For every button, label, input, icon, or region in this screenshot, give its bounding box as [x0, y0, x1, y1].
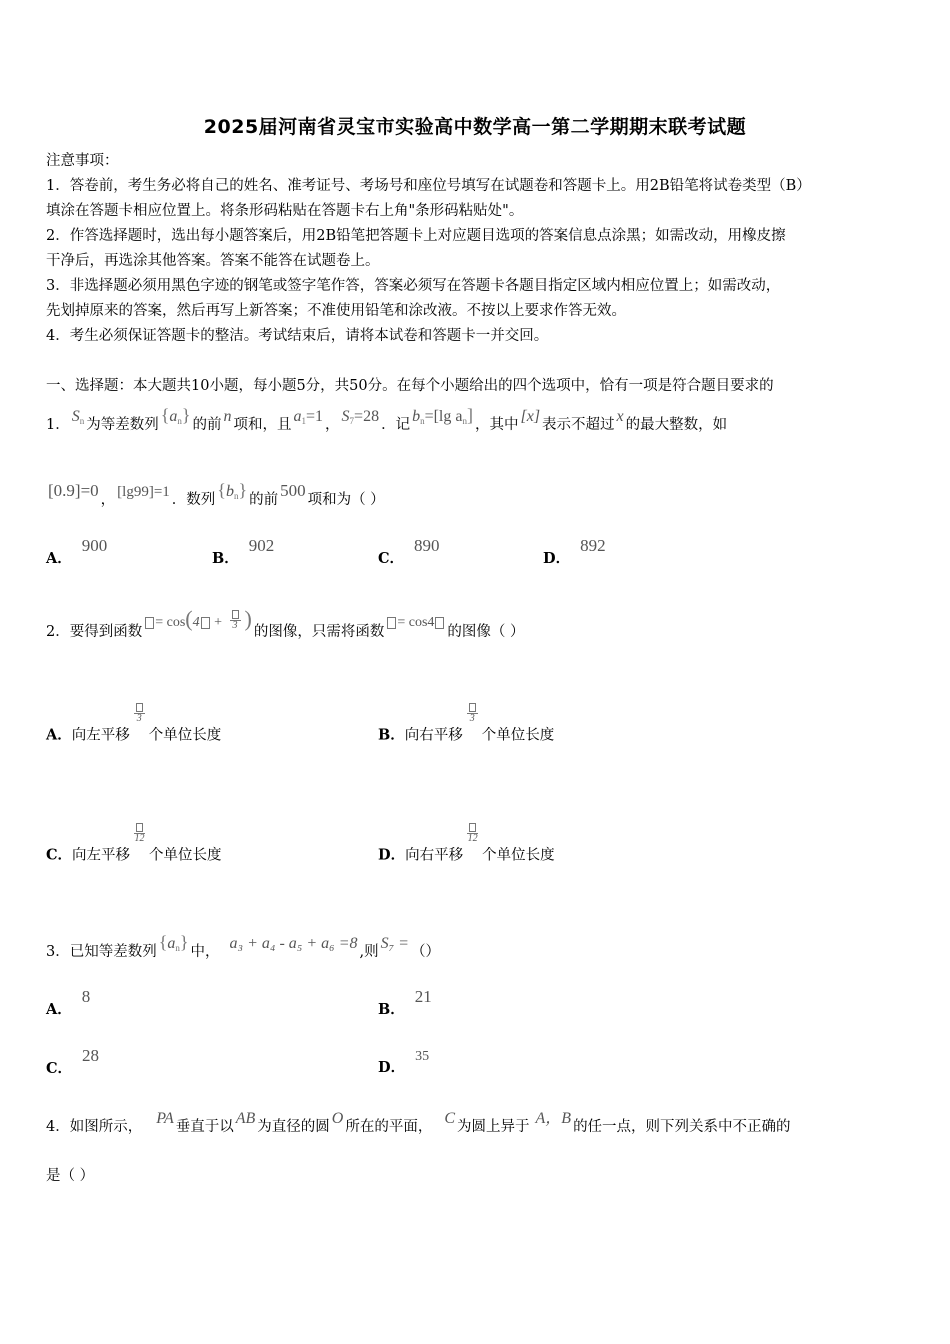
option-text: 个单位长度 [149, 847, 222, 864]
question-number: 3． [46, 944, 70, 960]
math-s7: S₇ = [380, 935, 409, 952]
fraction-pi-3: 3 [467, 703, 478, 724]
option-text: 个单位长度 [482, 847, 555, 864]
option-text: 向左平移 [71, 727, 130, 744]
text: 垂直于以 [175, 1119, 234, 1135]
math-500: 500 [280, 481, 306, 500]
math-s: Sn [71, 408, 85, 426]
option-label: D． [378, 846, 406, 864]
math-an: {an} [158, 932, 189, 953]
option-text: 向左平移 [72, 847, 131, 864]
math-n: n [223, 408, 232, 425]
math-s7: S7=28 [341, 408, 380, 426]
option-value: 28 [82, 1046, 100, 1065]
option-text: 向右平移 [405, 847, 464, 864]
option-label: B． [212, 550, 239, 567]
notice-line-1: 1．答卷前，考生务必将自己的姓名、准考证号、考场号和座位号填写在试题卷和答题卡上。用2B铅笔将试卷类型（B） [46, 178, 811, 194]
question-2-option-a[interactable] [46, 713, 222, 746]
option-label: A． [46, 550, 72, 567]
option-label: C． [46, 1060, 73, 1077]
option-value: 902 [248, 536, 275, 555]
option-label: D． [378, 1059, 406, 1076]
text: 要得到函数 [69, 624, 143, 640]
question-2-option-c[interactable] [46, 833, 222, 866]
question-1-option-b[interactable] [212, 536, 275, 569]
question-3-option-b[interactable] [378, 987, 432, 1020]
math-a-b: A，B [535, 1110, 572, 1127]
option-label: D． [543, 550, 571, 567]
question-1-option-d[interactable] [543, 536, 606, 569]
question-number: 4． [46, 1119, 70, 1135]
text: 的最大整数，如 [625, 417, 728, 433]
math-floor-x: [x] [520, 408, 541, 425]
text: 所在的平面， [345, 1119, 433, 1135]
notice-line-5: 3．非选择题必须用黑色字迹的钢笔或签字笔作答，答案必须写在答题卡各题目指定区域内相应位置上；如需改动， [46, 278, 781, 294]
math-example-1: [0.9]=0 [48, 481, 99, 500]
math-c: C [444, 1110, 455, 1127]
math-bn-seq: {bn} [217, 480, 248, 501]
option-value: 35 [415, 1049, 430, 1064]
question-number: 1． [46, 417, 70, 433]
math-a1: a1=1 [293, 408, 324, 426]
option-label: A． [46, 1001, 72, 1018]
option-value: 892 [580, 536, 606, 555]
notice-line-6: 先划掉原来的答案，然后再写上新答案；不准使用铅笔和涂改液。不按以上要求作答无效。 [46, 303, 626, 319]
text: 的任一点，则下列关系中不正确的 [573, 1119, 791, 1135]
option-value: 21 [414, 987, 432, 1006]
question-4-line-2: 是（ ） [46, 1168, 95, 1184]
text: 已知等差数列 [69, 944, 157, 960]
math-ab: AB [235, 1110, 256, 1127]
text: （） [410, 944, 440, 960]
math-function-2: = cos4 [386, 615, 445, 630]
question-2-option-d[interactable] [378, 833, 555, 866]
text: 的图像，只需将函数 [253, 624, 385, 640]
option-value: 890 [414, 536, 440, 555]
section-heading: 一、选择题：本大题共10小题，每小题5分，共50分。在每个小题给出的四个选项中，恰有一项是符合题目要求的 [46, 378, 774, 394]
option-label: C． [46, 846, 73, 864]
fraction-pi-3: 3 [134, 703, 145, 724]
text: 的图像（ ） [447, 624, 525, 640]
text: 项和，且 [233, 417, 292, 433]
question-1-line-1 [46, 405, 728, 436]
text: 的前 [249, 492, 279, 508]
question-3-option-a[interactable] [46, 987, 91, 1020]
text: 为圆上异于 [457, 1119, 530, 1135]
question-2-stem [46, 606, 525, 643]
text: ， [100, 492, 116, 508]
math-o: O [331, 1110, 344, 1127]
math-example-2: [lg99]=1 [117, 484, 170, 500]
notice-line-4: 干净后，再选涂其他答案。答案不能答在试题卷上。 [46, 253, 380, 269]
option-label: B． [378, 1001, 405, 1018]
option-value: 8 [81, 987, 91, 1006]
text: ，其中 [474, 417, 519, 433]
page-title: 2025届河南省灵宝市实验高中数学高一第二学期期末联考试题 [203, 116, 747, 138]
math-pa: PA [156, 1110, 174, 1127]
question-1-option-c[interactable] [378, 536, 440, 569]
text: ．记 [381, 417, 411, 433]
fraction-pi-12: 12 [134, 823, 145, 844]
question-3-option-c[interactable] [46, 1046, 100, 1079]
text: 为直径的圆 [257, 1119, 330, 1135]
question-number: 2． [46, 624, 70, 640]
option-text: 个单位长度 [481, 727, 555, 744]
math-bn: bn=[lg an] [412, 405, 473, 426]
question-4-line-1 [46, 1110, 791, 1137]
math-expression: a₃ + a₄ - a₅ + a₆ =8 [229, 935, 358, 952]
option-label: C． [378, 550, 405, 567]
text: 项和为（ ） [307, 492, 385, 508]
math-an: {an} [160, 405, 191, 426]
option-label: A． [46, 726, 72, 744]
notice-line-2: 填涂在答题卡相应位置上。将条形码粘贴在答题卡右上角"条形码粘贴处"。 [46, 203, 524, 219]
question-2-option-b[interactable] [378, 713, 555, 746]
fraction-pi-12: 12 [467, 823, 478, 844]
text: 中， [190, 944, 220, 960]
text: 表示不超过 [542, 417, 615, 433]
question-3-option-d[interactable] [378, 1049, 430, 1079]
text: 如图所示， [69, 1119, 143, 1135]
math-x: x [616, 408, 624, 425]
text: 为等差数列 [86, 417, 159, 433]
question-1-option-a[interactable] [46, 536, 108, 569]
notice-heading: 注意事项： [46, 153, 119, 169]
math-function-1: = cos(4 + 3 ) [144, 615, 252, 630]
text: ， [325, 417, 340, 433]
option-label: B． [378, 726, 405, 744]
text: ,则 [359, 944, 379, 960]
option-value: 900 [81, 536, 108, 555]
text: 的前 [192, 417, 222, 433]
question-3-stem [46, 932, 440, 963]
option-text: 个单位长度 [148, 727, 222, 744]
question-1-line-2 [46, 480, 385, 511]
option-text: 向右平移 [404, 727, 463, 744]
notice-line-3: 2．作答选择题时，选出每小题答案后，用2B铅笔把答题卡上对应题目选项的答案信息点涂黑；如需改动，用橡皮擦 [46, 228, 786, 244]
notice-line-7: 4．考生必须保证答题卡的整洁。考试结束后，请将本试卷和答题卡一并交回。 [46, 328, 549, 344]
text: ．数列 [171, 492, 216, 508]
